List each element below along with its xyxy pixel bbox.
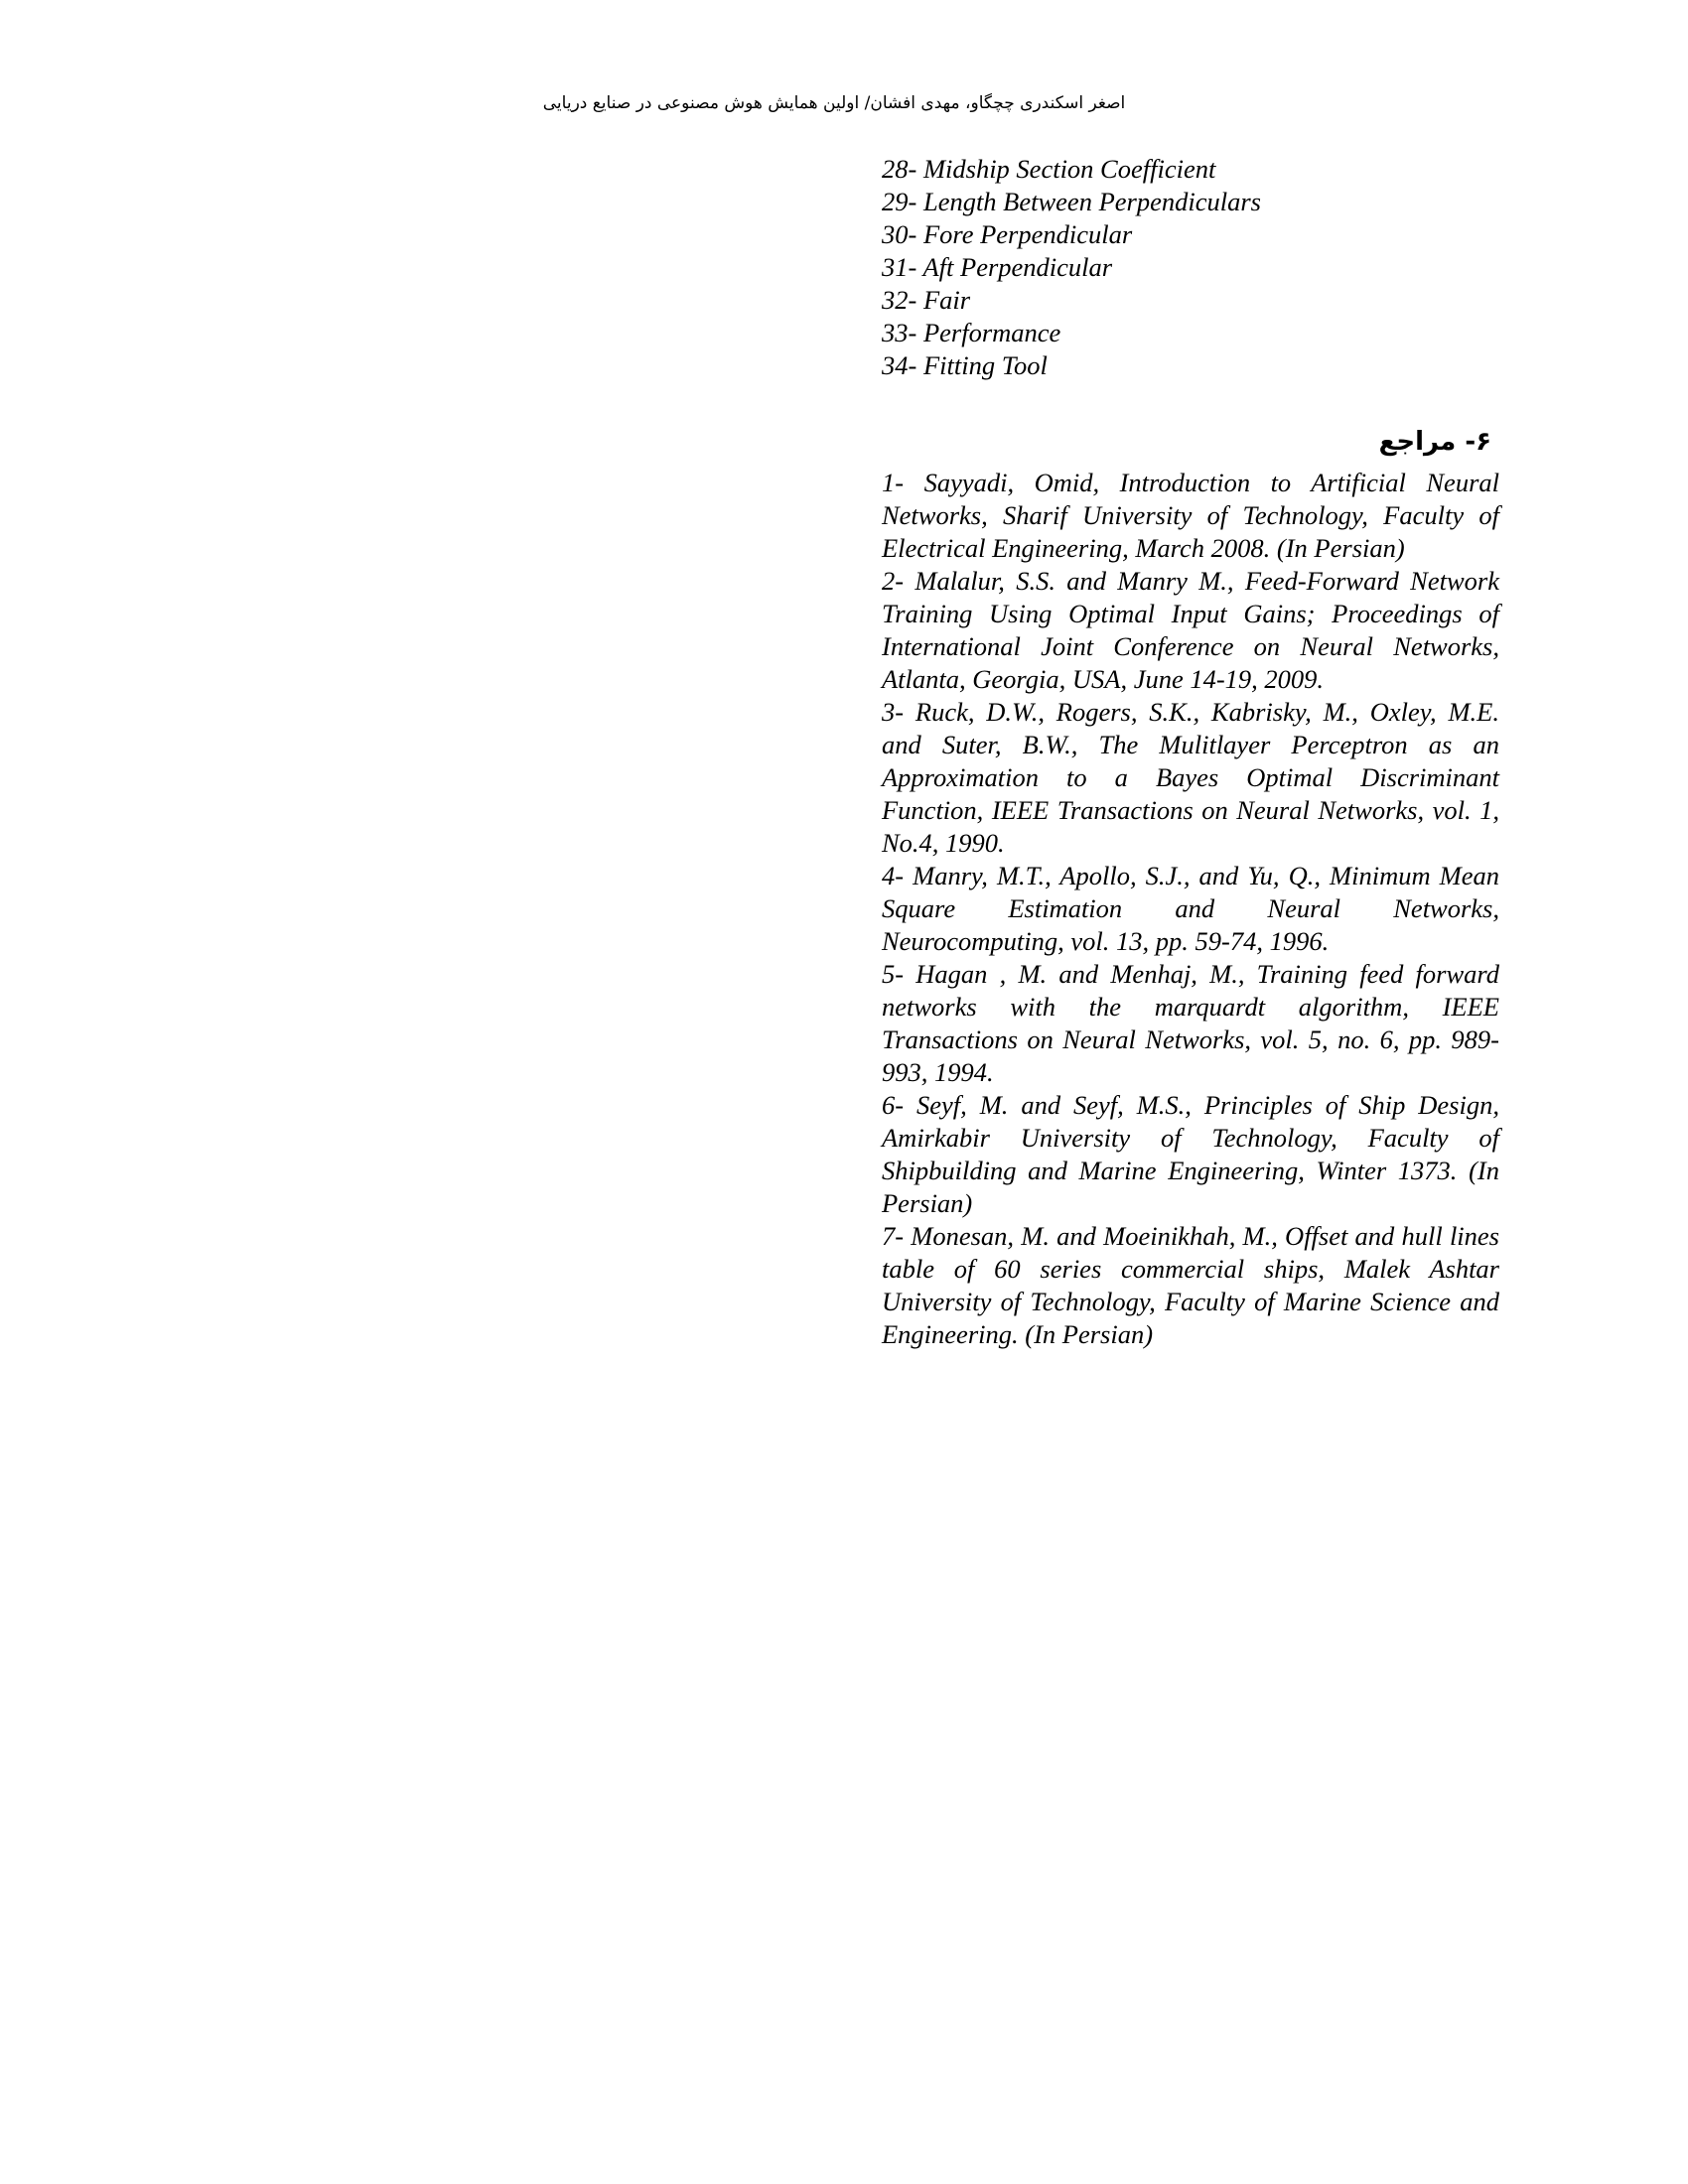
endnote-item: 33- Performance (882, 318, 1061, 347)
reference-item: 3- Ruck, D.W., Rogers, S.K., Kabrisky, M., Oxley, M.E. and Suter, B.W., The Mulitlayer Perceptron as an Approximation to a Bayes Optimal Discriminant Function, IEEE Transactions on Neural Networks, vol. 1, No.4, 1990. (882, 697, 1499, 858)
endnote-item: 34- Fitting Tool (882, 350, 1048, 380)
endnote-item: 32- Fair (882, 285, 971, 315)
reference-item: 5- Hagan , M. and Menhaj, M., Training feed forward networks with the marquardt algorithm, IEEE Transactions on Neural Networks, vol. 5, no. 6, pp. 989-993, 1994. (882, 959, 1499, 1087)
references-heading: ۶- مراجع (1378, 427, 1491, 457)
endnote-item: 28- Midship Section Coefficient (882, 154, 1216, 184)
running-header: اصغر اسکندری چچگاو، مهدی افشان/ اولین همایش هوش مصنوعی در صنایع دریایی (542, 93, 1126, 113)
reference-item: 4- Manry, M.T., Apollo, S.J., and Yu, Q., Minimum Mean Square Estimation and Neural Networks, Neurocomputing, vol. 13, pp. 59-74, 1996. (882, 861, 1499, 956)
reference-item: 1- Sayyadi, Omid, Introduction to Artificial Neural Networks, Sharif University of Technology, Faculty of Electrical Engineering, March 2008. (In Persian) (882, 468, 1499, 563)
endnote-item: 31- Aft Perpendicular (882, 252, 1113, 282)
endnotes-list (882, 153, 1497, 382)
reference-item: 2- Malalur, S.S. and Manry M., Feed-Forward Network Training Using Optimal Input Gains; Proceedings of International Joint Conference on Neural Networks, Atlanta, Georgia, USA, June 14-19, 2009. (882, 566, 1499, 694)
endnote-item: 29- Length Between Perpendiculars (882, 187, 1261, 216)
reference-item: 7- Monesan, M. and Moeinikhah, M., Offset and hull lines table of 60 series commercial ships, Malek Ashtar University of Technology, Faculty of Marine Science and Engineering. (In Persian) (882, 1221, 1499, 1349)
references-list (882, 467, 1499, 1351)
reference-item: 6- Seyf, M. and Seyf, M.S., Principles of Ship Design, Amirkabir University of Technology, Faculty of Shipbuilding and Marine Engineering, Winter 1373. (In Persian) (882, 1090, 1499, 1218)
endnote-item: 30- Fore Perpendicular (882, 219, 1133, 249)
